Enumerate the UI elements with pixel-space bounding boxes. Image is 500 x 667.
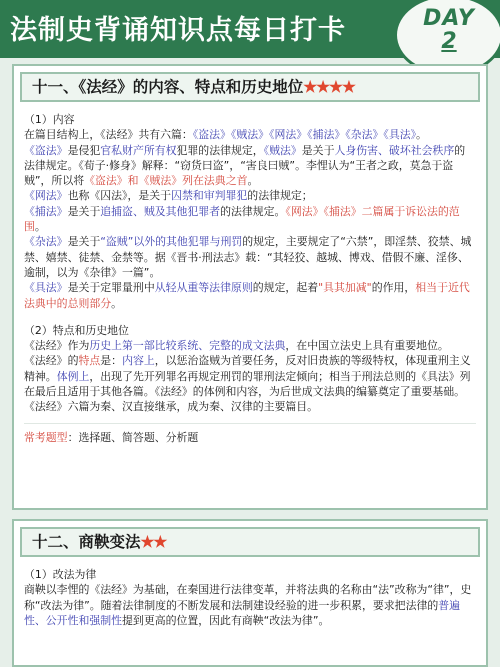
day-number: 2 — [441, 29, 457, 54]
paragraph: 《具法》是关于定罪量刑中从轻从重等法律原则的规定，起着"具其加减"的作用，相当于近代法典中的总则部分。 — [24, 281, 470, 310]
subheading-law-to-lu: （1）改法为律 — [24, 568, 97, 581]
section-body — [14, 102, 486, 445]
importance-stars: ★★★★ — [303, 77, 355, 96]
section-heading — [20, 72, 480, 102]
paragraph: 《捕法》是关于追捕盗、贼及其他犯罪者的法律规定。《网法》《捕法》二篇属于诉讼法的范围。 — [24, 204, 460, 234]
header-banner — [0, 0, 500, 58]
paragraph: 《杂法》是关于“盗贼”以外的其他犯罪与刑罚的规定，主要规定了“六禁”，即淫禁、狡禁、城禁、嬉禁、徒禁、金禁等。据《晋书·刑法志》载：“其轻狡、越城、博戏、借假不廉、淫侈、逾制，以为《杂律》一篇”。 — [24, 235, 472, 279]
section-title: 十一、《法经》的内容、特点和历史地位 — [32, 77, 304, 96]
paragraph: 《盗法》是侵犯官私财产所有权犯罪的法律规定，《贼法》是关于人身伤害、破坏社会秩序的法律规定。《荀子·修身》解释：“窃货曰盗”，“害良曰贼”。李悝认为“王者之政，莫急于盗贼”，所以将《盗法》和《贼法》列在法典之首。 — [24, 143, 466, 188]
section-card-law-canon — [12, 64, 488, 510]
paragraph: 《法经》作为历史上第一部比较系统、完整的成文法典，在中国立法史上具有重要地位。 — [24, 339, 449, 353]
paragraph: 《网法》也称《囚法》，是关于囚禁和审判罪犯的法律规定； — [24, 189, 313, 203]
section-title: 十二、商鞅变法 — [32, 532, 141, 551]
subheading-features: （2）特点和历史地位 — [24, 323, 129, 337]
importance-stars: ★★ — [140, 532, 167, 551]
section-body — [14, 557, 486, 628]
day-label: DAY — [423, 6, 475, 31]
paragraph: 《法经》的特点是：内容上，以惩治盗贼为首要任务，反对旧贵族的等级特权，体现重刑主义精神。体例上，出现了先开列罪名再规定刑罚的罪刑法定倾向；相当于刑法总则的《具法》列在最后且适用于其他各篇。《法经》的体例和内容，为后世成文法典的编纂奠定了重要基础。《法经》六篇为秦、汉直接继承，成为秦、汉律的主要篇目。 — [24, 354, 471, 414]
page-title: 法制史背诵知识点每日打卡 — [10, 15, 346, 46]
paragraph: 在篇目结构上，《法经》共有六篇：《盗法》《贼法》《网法》《捕法》《杂法》《具法》。 — [24, 128, 427, 142]
exam-question-types: 常考题型：选择题、简答题、分析题 — [24, 423, 476, 445]
section-card-shang-yang-reform — [12, 519, 488, 667]
subheading-content: （1）内容 — [24, 113, 75, 126]
paragraph: 商鞅以李悝的《法经》为基础，在秦国进行法律变革，并将法典的名称由“法”改称为“律”，史称“改法为律”。随着法律制度的不断发展和法制建设经验的进一步积累，要求把法律的普遍性、公开性和强制性提到更高的位置，因此有商鞅“改法为律”。 — [24, 583, 472, 627]
section-heading — [20, 527, 480, 557]
